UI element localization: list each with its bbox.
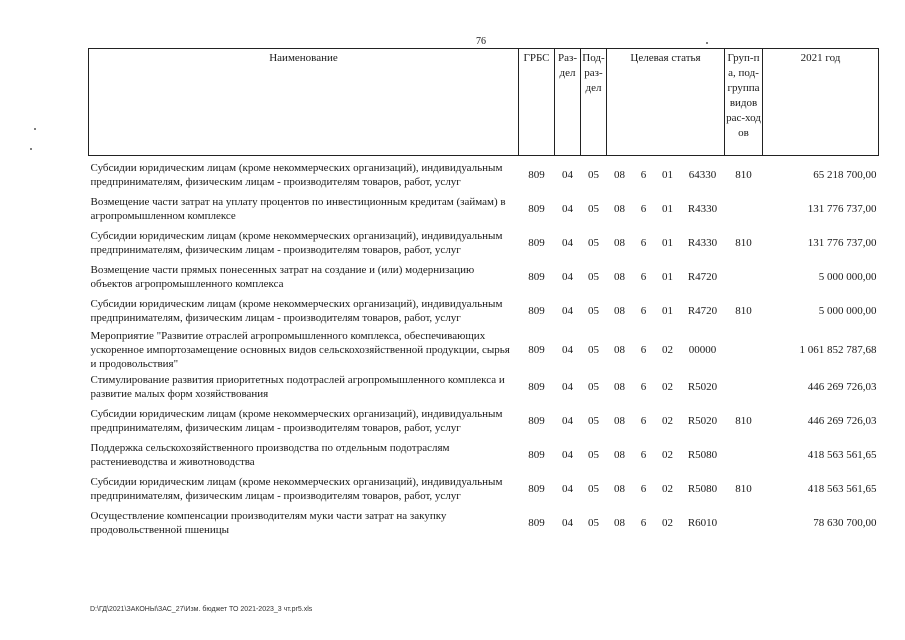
row-grbs: 809 <box>528 380 545 393</box>
row-grbs: 809 <box>528 304 545 317</box>
row-target-subprogram: 6 <box>640 516 647 529</box>
row-razdel: 04 <box>562 304 573 317</box>
page-number: 76 <box>476 36 486 47</box>
row-razdel: 04 <box>562 270 573 283</box>
row-name: Субсидии юридическим лицам (кроме некоммерческих организаций), индивидуальным предпринимателям, физическим лицам - производителям товаров, работ, услуг <box>90 229 503 256</box>
row-target-direction: 64330 <box>688 168 717 181</box>
row-target-program: 08 <box>614 270 625 283</box>
row-target-subprogram: 6 <box>640 380 647 393</box>
row-podrazdel: 05 <box>588 344 599 356</box>
row-target-subprogram: 6 <box>640 236 647 249</box>
row-grbs: 809 <box>528 448 545 461</box>
scan-speck <box>30 148 32 150</box>
row-amount: 78 630 700,00 <box>813 516 877 529</box>
row-target-direction: 00000 <box>688 344 717 356</box>
row-grbs: 809 <box>528 344 545 356</box>
row-target-program: 08 <box>614 448 625 461</box>
row-expense-group <box>725 261 763 292</box>
row-name: Мероприятие "Развитие отраслей агропромышленного комплекса, обеспечивающих ускоренное импортозамещение основных видов сельскохозяйственной продукции, сырья и продовольствия" <box>90 330 510 370</box>
budget-table <box>88 48 879 538</box>
row-expense-group: 810 <box>735 414 752 427</box>
table-row <box>89 507 879 538</box>
row-target-subprogram: 6 <box>640 304 647 317</box>
row-target-event: 02 <box>662 380 673 393</box>
row-expense-group: 810 <box>735 304 752 317</box>
row-expense-group <box>725 507 763 538</box>
header-target: Целевая статья <box>607 49 725 156</box>
row-expense-group <box>725 371 763 402</box>
row-podrazdel: 05 <box>588 236 599 249</box>
row-grbs: 809 <box>528 482 545 495</box>
row-target-event: 02 <box>662 516 673 529</box>
row-target-subprogram: 6 <box>640 202 647 215</box>
row-razdel: 04 <box>562 202 573 215</box>
row-target-program: 08 <box>614 482 625 495</box>
row-grbs: 809 <box>528 414 545 427</box>
row-target-direction: R4330 <box>687 236 718 249</box>
scan-speck <box>34 128 36 130</box>
row-razdel: 04 <box>562 414 573 427</box>
row-razdel: 04 <box>562 516 573 529</box>
row-grbs: 809 <box>528 202 545 215</box>
row-podrazdel: 05 <box>588 304 599 317</box>
row-amount: 131 776 737,00 <box>807 202 877 215</box>
row-podrazdel: 05 <box>588 380 599 393</box>
row-name: Стимулирование развития приоритетных подотраслей агропромышленного комплекса и развитие малых форм хозяйствования <box>90 373 505 400</box>
row-name: Субсидии юридическим лицам (кроме некоммерческих организаций), индивидуальным предпринимателям, физическим лицам - производителям товаров, работ, услуг <box>90 407 503 434</box>
table-header-row <box>89 49 879 156</box>
header-group: Груп-па, под-группа видов рас-ходов <box>725 49 763 156</box>
table-row <box>89 292 879 329</box>
row-target-subprogram: 6 <box>640 168 647 181</box>
row-grbs: 809 <box>528 168 545 181</box>
row-razdel: 04 <box>562 380 573 393</box>
row-amount: 418 563 561,65 <box>807 482 877 495</box>
row-name: Поддержка сельскохозяйственного производства по отдельным подотраслям растениеводства и животноводства <box>90 441 450 468</box>
row-podrazdel: 05 <box>588 482 599 495</box>
row-target-direction: R5020 <box>687 414 718 427</box>
row-target-direction: R5020 <box>687 380 718 393</box>
row-target-subprogram: 6 <box>640 448 647 461</box>
row-amount: 446 269 726,03 <box>807 380 877 393</box>
row-target-direction: R4720 <box>687 304 718 317</box>
table-row <box>89 193 879 224</box>
header-grbs: ГРБС <box>519 49 555 156</box>
row-podrazdel: 05 <box>588 168 599 181</box>
row-razdel: 04 <box>562 344 573 356</box>
table-row <box>89 329 879 371</box>
row-target-program: 08 <box>614 236 625 249</box>
row-target-subprogram: 6 <box>640 482 647 495</box>
row-target-direction: R5080 <box>687 448 718 461</box>
table-row <box>89 224 879 261</box>
row-razdel: 04 <box>562 448 573 461</box>
row-target-direction: R5080 <box>687 482 718 495</box>
row-target-program: 08 <box>614 168 625 181</box>
row-target-event: 01 <box>662 168 673 181</box>
file-path-footer: D:\ГД\2021\ЗАКОНЫ\ЗАС_27\Изм. бюджет ТО 2021-2023_3 чт.pr5.xls <box>90 606 313 613</box>
row-target-program: 08 <box>614 414 625 427</box>
row-expense-group: 810 <box>735 482 752 495</box>
row-target-event: 02 <box>662 344 673 356</box>
row-podrazdel: 05 <box>588 270 599 283</box>
row-target-event: 01 <box>662 270 673 283</box>
row-grbs: 809 <box>528 516 545 529</box>
row-razdel: 04 <box>562 482 573 495</box>
row-amount: 418 563 561,65 <box>807 448 877 461</box>
row-podrazdel: 05 <box>588 202 599 215</box>
row-expense-group: 810 <box>735 236 752 249</box>
row-target-direction: R4330 <box>687 202 718 215</box>
header-name: Наименование <box>89 49 519 156</box>
header-podrazdel: Под-раз-дел <box>581 49 607 156</box>
row-grbs: 809 <box>528 236 545 249</box>
row-podrazdel: 05 <box>588 516 599 529</box>
row-target-program: 08 <box>614 344 625 356</box>
row-expense-group <box>725 193 763 224</box>
row-target-subprogram: 6 <box>640 344 647 356</box>
row-expense-group: 810 <box>735 168 752 181</box>
table-row <box>89 156 879 194</box>
row-name: Возмещение части затрат на уплату процентов по инвестиционным кредитам (займам) в агропромышленном комплексе <box>90 195 506 222</box>
row-name: Субсидии юридическим лицам (кроме некоммерческих организаций), индивидуальным предпринимателям, физическим лицам - производителям товаров, работ, услуг <box>90 297 503 324</box>
row-expense-group <box>725 329 763 371</box>
table-row <box>89 261 879 292</box>
scan-speck <box>706 42 708 44</box>
table-row <box>89 470 879 507</box>
row-expense-group <box>725 439 763 470</box>
row-razdel: 04 <box>562 236 573 249</box>
row-amount: 446 269 726,03 <box>807 414 877 427</box>
header-year: 2021 год <box>763 49 879 156</box>
row-name: Осуществление компенсации производителям муки части затрат на закупку продовольственной пшеницы <box>90 509 447 536</box>
row-name: Возмещение части прямых понесенных затрат на создание и (или) модернизацию объектов агропромышленного комплекса <box>90 263 475 290</box>
row-podrazdel: 05 <box>588 414 599 427</box>
table-row <box>89 402 879 439</box>
row-target-event: 01 <box>662 236 673 249</box>
table-row <box>89 371 879 402</box>
row-amount: 1 061 852 787,68 <box>799 344 877 356</box>
row-target-subprogram: 6 <box>640 414 647 427</box>
table-row <box>89 439 879 470</box>
row-grbs: 809 <box>528 270 545 283</box>
row-amount: 5 000 000,00 <box>818 304 877 317</box>
row-target-program: 08 <box>614 380 625 393</box>
row-name: Субсидии юридическим лицам (кроме некоммерческих организаций), индивидуальным предпринимателям, физическим лицам - производителям товаров, работ, услуг <box>90 475 503 502</box>
row-target-event: 02 <box>662 448 673 461</box>
header-razdel: Раз-дел <box>555 49 581 156</box>
row-razdel: 04 <box>562 168 573 181</box>
row-podrazdel: 05 <box>588 448 599 461</box>
row-amount: 131 776 737,00 <box>807 236 877 249</box>
row-target-subprogram: 6 <box>640 270 647 283</box>
row-target-program: 08 <box>614 202 625 215</box>
row-target-event: 01 <box>662 202 673 215</box>
row-amount: 5 000 000,00 <box>818 270 877 283</box>
row-target-program: 08 <box>614 516 625 529</box>
row-target-direction: R6010 <box>687 516 718 529</box>
row-target-event: 02 <box>662 482 673 495</box>
row-target-direction: R4720 <box>687 270 718 283</box>
row-amount: 65 218 700,00 <box>813 168 877 181</box>
row-target-event: 01 <box>662 304 673 317</box>
row-target-program: 08 <box>614 304 625 317</box>
row-target-event: 02 <box>662 414 673 427</box>
row-name: Субсидии юридическим лицам (кроме некоммерческих организаций), индивидуальным предпринимателям, физическим лицам - производителям товаров, работ, услуг <box>90 161 503 188</box>
